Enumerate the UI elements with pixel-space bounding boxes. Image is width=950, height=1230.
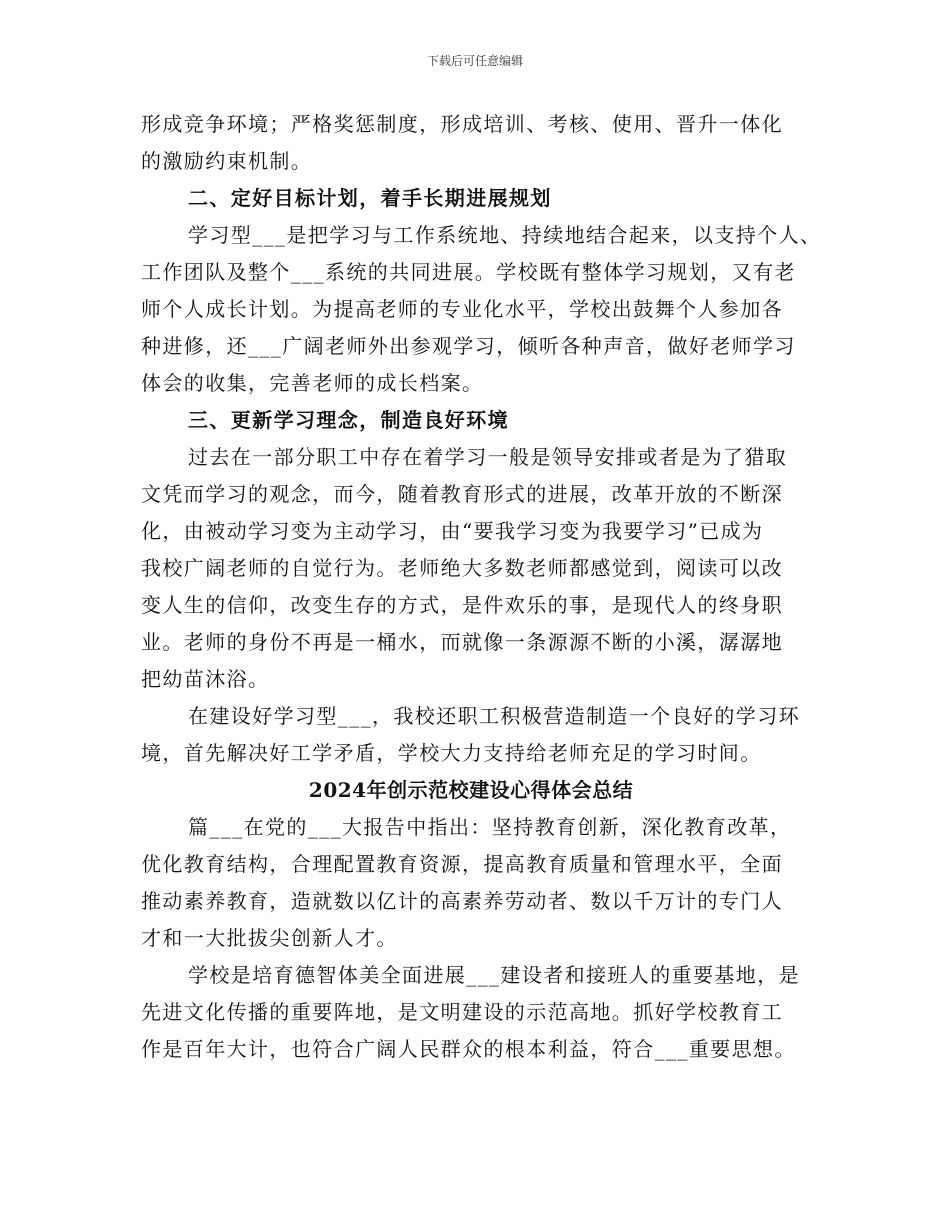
text-line: 作是百年大计，也符合广阔人民群众的根本利益，符合___重要思想。 — [141, 1037, 796, 1061]
text-line: 把幼苗沐浴。 — [141, 667, 270, 691]
text-line: 体会的收集，完善老师的成长档案。 — [141, 371, 484, 395]
text-line: 业。老师的身份不再是一桶水，而就像一条源源不断的小溪，潺潺地 — [141, 630, 783, 654]
section-heading-2 — [141, 180, 821, 217]
heading-text: 三、更新学习理念，制造良好环境 — [188, 408, 509, 432]
text-line: 优化教育结构，合理配置教育资源，提高教育质量和管理水平，全面 — [141, 852, 783, 876]
text-line: 化，由被动学习变为主动学习，由“要我学习变为我要学习”已成为 — [141, 519, 764, 543]
text-line: 在建设好学习型___，我校还职工积极营造制造一个良好的学习环 — [188, 704, 800, 728]
paragraph-learning-concept — [141, 439, 821, 698]
text-line: 境，首先解决好工学矛盾，学校大力支持给老师充足的学习时间。 — [141, 741, 762, 765]
section-heading-3 — [141, 402, 821, 439]
text-line: 推动素养教育，造就数以亿计的高素养劳动者、数以千万计的专门人 — [141, 889, 783, 913]
text-line: 工作团队及整个___系统的共同进展。学校既有整体学习规划，又有老 — [141, 260, 796, 284]
heading-text: 二、定好目标计划，着手长期进展规划 — [188, 186, 552, 210]
text-line: 先进文化传播的重要阵地，是文明建设的示范高地。抓好学校教育工 — [141, 1000, 783, 1024]
document-title — [121, 772, 821, 809]
paragraph-continuation — [141, 106, 821, 180]
text-line: 种进修，还___广阔老师外出参观学习，倾听各种声音，做好老师学习 — [141, 334, 796, 358]
text-line: 师个人成长计划。为提高老师的专业化水平，学校出鼓舞个人参加各 — [141, 297, 783, 321]
text-line: 过去在一部分职工中存在着学习一般是领导安排或者是为了猎取 — [188, 445, 788, 469]
text-line: 学校是培育德智体美全面进展___建设者和接班人的重要基地，是 — [188, 963, 800, 987]
text-line: 的激励约束机制。 — [141, 149, 313, 173]
page-header: 下载后可任意编辑 — [426, 54, 523, 68]
text-line: 文凭而学习的观念，而今，随着教育形式的进展，改革开放的不断深 — [141, 482, 783, 506]
paragraph-learning-plan — [141, 217, 821, 402]
paragraph-report-quote — [141, 809, 821, 957]
document-body — [141, 106, 821, 1068]
text-line: 才和一大批拔尖创新人才。 — [141, 926, 398, 950]
text-line: 形成竞争环境；严格奖惩制度，形成培训、考核、使用、晋升一体化 — [141, 112, 783, 136]
text-line: 变人生的信仰，改变生存的方式，是件欢乐的事，是现代人的终身职 — [141, 593, 783, 617]
paragraph-learning-environment — [141, 698, 821, 772]
text-line: 篇___在党的___大报告中指出：坚持教育创新，深化教育改革， — [188, 815, 792, 839]
title-text: 2024年创示范校建设心得体会总结 — [308, 778, 634, 802]
paragraph-school-role — [141, 957, 821, 1068]
text-line: 学习型___是把学习与工作系统地、持续地结合起来，以支持个人、 — [188, 223, 822, 247]
text-line: 我校广阔老师的自觉行为。老师绝大多数老师都感觉到，阅读可以改 — [141, 556, 783, 580]
